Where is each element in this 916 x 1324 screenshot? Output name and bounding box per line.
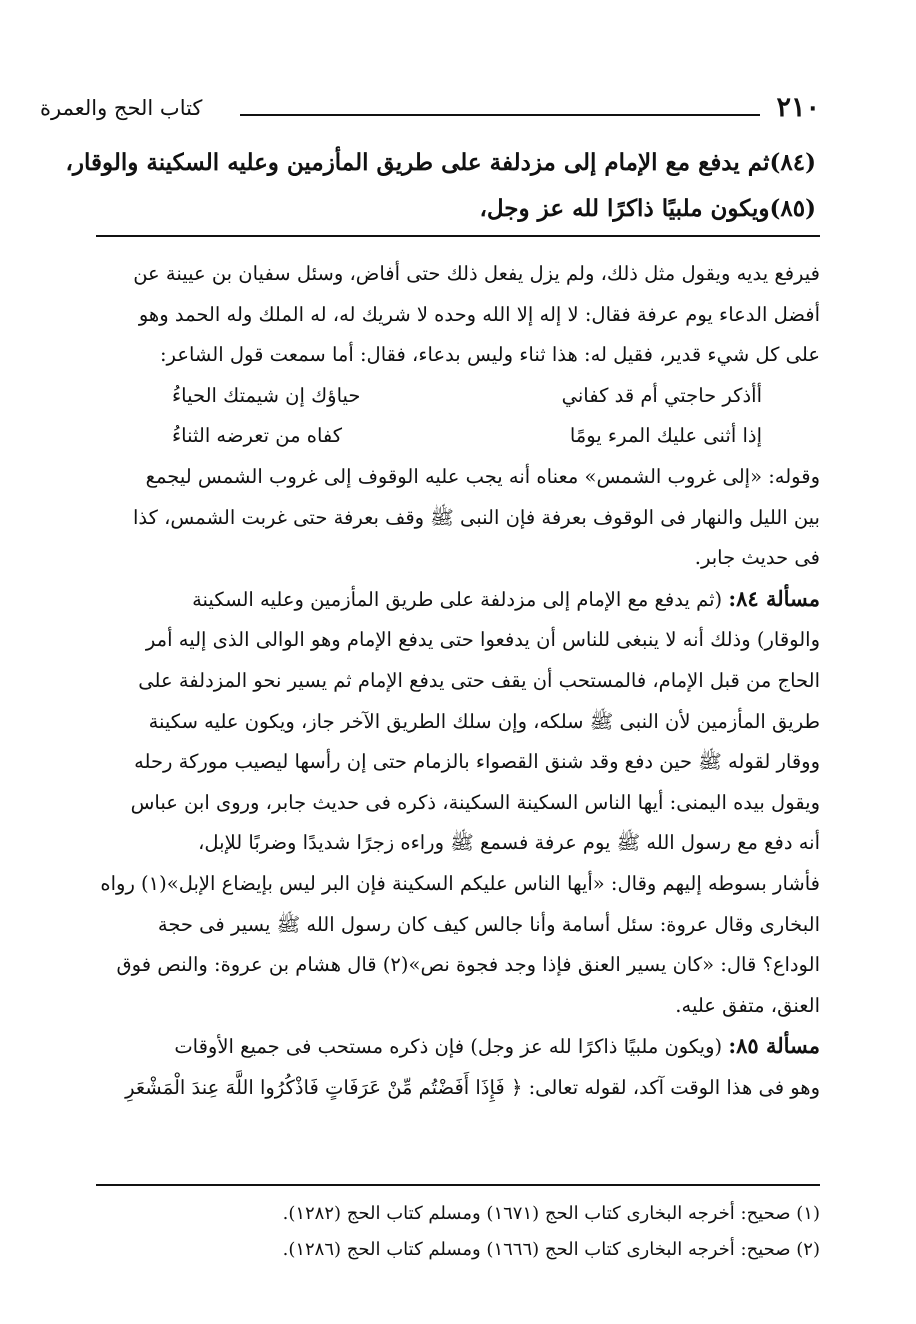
- body-line: ويقول بيده اليمنى: أيها الناس السكينة السكينة، ذكره فى حديث جابر، وروى ابن عباس: [130, 790, 820, 814]
- body-line: فيرفع يديه ويقول مثل ذلك، ولم يزل يفعل ذلك حتى أفاض، وسئل سفيان بن عيينة عن: [133, 262, 820, 285]
- footnotes: [96, 1196, 820, 1268]
- poem-first-hemistich: إذا أثنى عليك المرء يومًا: [569, 424, 762, 448]
- poem-second-hemistich: حياؤك إن شيمتك الحياءُ: [172, 383, 361, 407]
- body-line: ووقار لقوله ﷺ حين دفع وقد شنق القصواء بالزمام حتى إن رأسها ليصيب موركة رحله: [134, 750, 820, 774]
- masala-85-heading-line: [96, 1026, 820, 1068]
- poem-second-hemistich: كفاه من تعرضه الثناءُ: [172, 424, 343, 448]
- body-line: الوداع؟ قال: «كان يسير العنق فإذا وجد فجوة نص»(٢) قال هشام بن عروة: والنص فوق: [116, 953, 820, 977]
- matn-text: [65, 140, 816, 232]
- body-line: العنق، متفق عليه.: [675, 993, 820, 1017]
- commentary-text: [96, 254, 820, 1108]
- poem-first-hemistich: أأذكر حاجتي أم قد كفاني: [561, 383, 762, 407]
- body-line: أفضل الدعاء يوم عرفة فقال: لا إله إلا الله وحده لا شريك له، له الملك وله الحمد وهو: [138, 302, 820, 326]
- page-number: ٢١٠: [776, 92, 820, 123]
- page-header: [40, 92, 820, 132]
- matn-divider: [96, 235, 820, 237]
- body-line: الحاج من قبل الإمام، فالمستحب أن يقف حتى يدفع الإمام ثم يسير نحو المزدلفة على: [138, 668, 820, 692]
- masala-85-first-text: (ويكون ملبيًا ذاكرًا لله عز وجل) فإن ذكره مستحب فى جميع الأوقات: [174, 1035, 723, 1059]
- book-title: كتاب الحج والعمرة: [40, 96, 203, 120]
- footnote-2: (٢) صحيح: أخرجه البخارى كتاب الحج (١٦٦٦) ومسلم كتاب الحج (١٢٨٦).: [282, 1239, 820, 1260]
- body-line: والوقار) وذلك أنه لا ينبغى للناس أن يدفعوا حتى يدفع الإمام وهو الوالى الذى إليه أمر: [145, 628, 820, 652]
- matn-line-84: (٨٤)ثم يدفع مع الإمام إلى مزدلفة على طريق المأزمين وعليه السكينة والوقار،: [65, 149, 816, 176]
- body-line: فأشار بسوطه إليهم وقال: «أيها الناس عليكم السكينة فإن البر ليس بإيضاع الإبل»(١) رواه: [100, 871, 820, 895]
- body-line: وهو فى هذا الوقت آكد، لقوله تعالى: ﴿ فَإِذَا أَفَضْتُم مِّنْ عَرَفَاتٍ فَاذْكُرُوا اللَّهَ عِندَ الْمَشْعَرِ: [125, 1075, 820, 1099]
- body-line: فى حديث جابر.: [694, 546, 820, 570]
- body-line: وقوله: «إلى غروب الشمس» معناه أنه يجب عليه الوقوف إلى غروب الشمس ليجمع: [145, 464, 820, 488]
- body-line: البخارى وقال عروة: سئل أسامة وأنا جالس كيف كان رسول الله ﷺ يسير فى حجة: [157, 912, 820, 936]
- footnote-1: (١) صحيح: أخرجه البخارى كتاب الحج (١٦٧١) ومسلم كتاب الحج (١٢٨٢).: [282, 1203, 820, 1224]
- body-line: طريق المأزمين لأن النبى ﷺ سلكه، وإن سلك الطريق الآخر جاز، ويكون عليه سكينة: [148, 709, 820, 733]
- masala-84-label: مسألة ٨٤:: [728, 585, 820, 611]
- body-line: بين الليل والنهار فى الوقوف بعرفة فإن النبى ﷺ وقف بعرفة حتى غربت الشمس، كذا: [132, 505, 820, 529]
- footnote-divider: [96, 1184, 820, 1186]
- body-line: أنه دفع مع رسول الله ﷺ يوم عرفة فسمع ﷺ وراءه زجرًا شديدًا وضربًا للإبل،: [198, 831, 820, 855]
- poem-verse: [96, 416, 820, 457]
- poem-verse: [96, 376, 820, 417]
- body-line: على كل شيء قدير، فقيل له: هذا ثناء وليس بدعاء، فقال: أما سمعت قول الشاعر:: [159, 343, 820, 367]
- masala-84-heading-line: [96, 579, 820, 621]
- matn-line-85: (٨٥)ويكون ملبيًا ذاكرًا لله عز وجل،: [479, 195, 816, 222]
- header-rule: [240, 114, 760, 116]
- masala-85-label: مسألة ٨٥:: [728, 1033, 820, 1059]
- masala-84-first-text: (ثم يدفع مع الإمام إلى مزدلفة على طريق المأزمين وعليه السكينة: [192, 587, 723, 611]
